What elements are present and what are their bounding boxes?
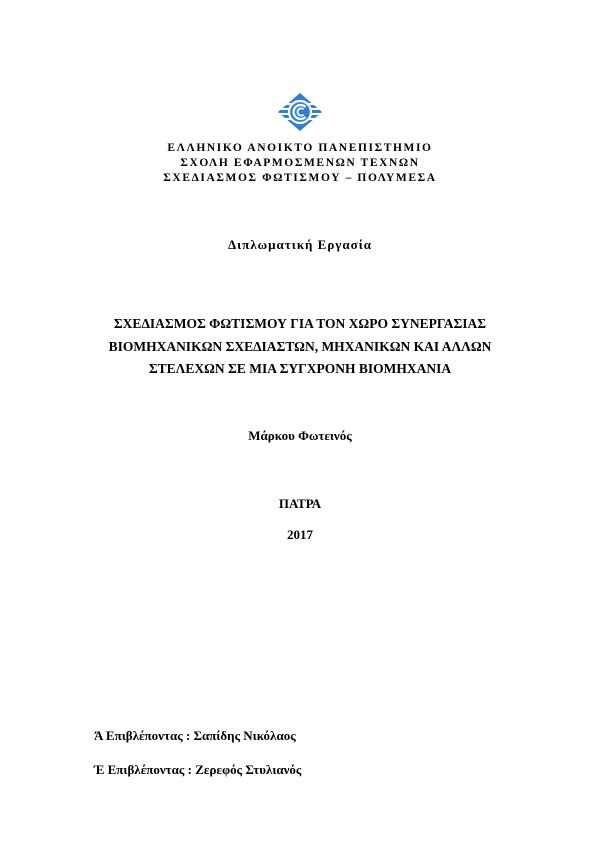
author-name: Μάρκου Φωτεινός	[248, 428, 352, 443]
year: 2017	[287, 527, 313, 542]
second-supervisor: Έ Επιβλέποντας : Ζερεφός Στυλιανός	[94, 762, 302, 777]
thesis-title-line: ΒΙΟΜΗΧΑΝΙΚΩΝ ΣΧΕΔΙΑΣΤΩΝ, ΜΗΧΑΝΙΚΩΝ ΚΑΙ ΑΛΛΩΝ	[108, 338, 492, 354]
thesis-title	[0, 313, 600, 381]
document-type: Διπλωματική Εργασία	[227, 237, 372, 252]
university-emblem-icon	[277, 92, 323, 132]
thesis-title-line: ΣΧΕΔΙΑΣΜΟΣ ΦΩΤΙΣΜΟΥ ΓΙΑ ΤΟΝ ΧΩΡΟ ΣΥΝΕΡΓΑΣΙΑΣ	[113, 316, 487, 331]
first-supervisor: Ά Επιβλέποντας : Σαπίδης Νικόλαος	[94, 728, 296, 743]
thesis-title-line: ΣΤΕΛΕΧΩΝ ΣΕ ΜΙΑ ΣΥΓΧΡΟΝΗ ΒΙΟΜΗΧΑΝΙΑ	[148, 361, 452, 376]
institution-block	[0, 141, 600, 186]
university-name: ΕΛΛΗΝΙΚΟ ΑΝΟΙΚΤΟ ΠΑΝΕΠΙΣΤΗΜΙΟ	[167, 142, 433, 154]
program-name: ΣΧΕΔΙΑΣΜΟΣ ΦΩΤΙΣΜΟΥ – ΠΟΛΥΜΕΣΑ	[163, 172, 437, 184]
university-emblem-graphic	[277, 92, 323, 132]
city-name: ΠΑΤΡΑ	[278, 496, 322, 511]
supervisors-block	[94, 719, 301, 787]
school-name: ΣΧΟΛΗ ΕΦΑΡΜΟΣΜΕΝΩΝ ΤΕΧΝΩΝ	[180, 157, 420, 169]
